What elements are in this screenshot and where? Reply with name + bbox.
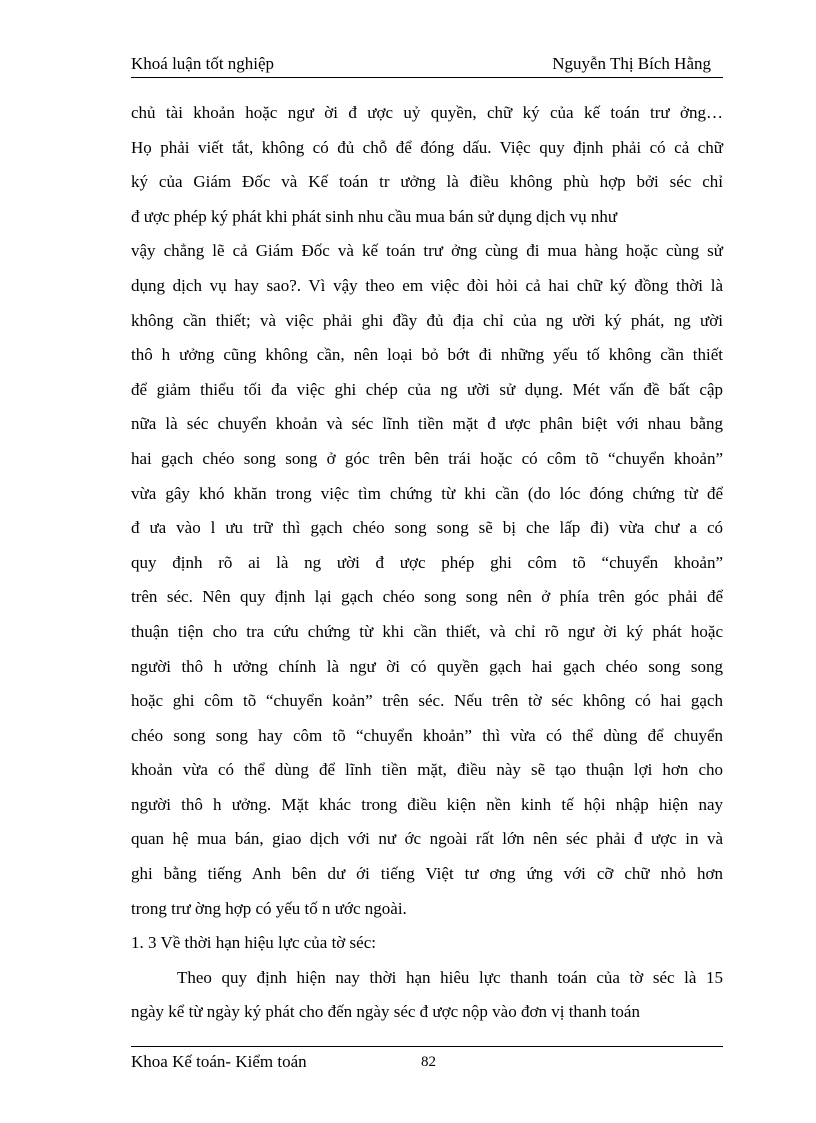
page-number: 82 (421, 1054, 436, 1070)
text-line: dụng dịch vụ hay sao?. Vì vậy theo em việc đòi hỏi cả hai chữ ký đồng thời là (131, 275, 723, 295)
body-text (131, 96, 723, 1030)
page-header (131, 52, 723, 78)
section-heading: 1. 3 Về thời hạn hiệu lực của tờ séc: (131, 933, 376, 953)
text-line: quan hệ mua bán, giao dịch với nư ớc ngoài rất lớn nên séc phải đ ược in và (131, 829, 723, 849)
text-line: chéo song song hay côm tõ “chuyển khoản” thì vừa có thể dùng để chuyển (131, 725, 723, 745)
text-line: ký của Giám Đốc và Kế toán tr ưởng là điều không phù hợp bởi séc chỉ (131, 172, 723, 192)
text-line: thô h ưởng cũng không cần, nên loại bỏ bớt đi những yếu tố không cần thiết (131, 345, 723, 365)
text-line: trong trư ờng hợp có yếu tố n ước ngoài. (131, 898, 407, 918)
text-line: vừa gây khó khăn trong việc tìm chứng từ khi cần (do lóc đóng chứng từ để (131, 483, 723, 503)
footer-department: Khoa Kế toán- Kiểm toán (131, 1052, 307, 1071)
text-line: trên séc. Nên quy định lại gạch chéo song song nên ở phía trên góc phải để (131, 587, 723, 607)
text-line: ghi bằng tiếng Anh bên dư ới tiếng Việt tư ơng ứng với cỡ chữ nhỏ hơn (131, 864, 723, 884)
text-line: thuận tiện cho tra cứu chứng từ khi cần thiết, và chỉ rõ ngư ời ký phát hoặc (131, 621, 723, 641)
text-line: để giảm thiểu tối đa việc ghi chép của ng ười sử dụng. Mét vấn đề bất cập (131, 379, 723, 399)
text-line: người thô h ưởng chính là ngư ời có quyền gạch hai gạch chéo song song (131, 656, 723, 676)
text-line: hai gạch chéo song song ở góc trên bên trái hoặc có côm tõ “chuyển khoản” (131, 448, 723, 468)
page-footer (131, 1046, 723, 1076)
text-line: đ ưa vào l ưu trữ thì gạch chéo song song sẽ bị che lấp đi) vừa chư a có (131, 518, 723, 538)
header-document-type: Khoá luận tốt nghiệp (131, 54, 275, 73)
text-line: đ ược phép ký phát khi phát sinh nhu cầu mua bán sử dụng dịch vụ như (131, 206, 618, 226)
footer-divider (131, 1046, 723, 1047)
text-line: vậy chẳng lẽ cả Giám Đốc và kế toán trư ởng cùng đi mua hàng hoặc cùng sử (131, 241, 723, 261)
header-divider (131, 77, 723, 78)
text-line: khoản vừa có thể dùng để lĩnh tiền mặt, điều này sẽ tạo thuận lợi hơn cho (131, 760, 723, 780)
text-line: hoặc ghi côm tõ “chuyển koản” trên séc. Nếu trên tờ séc không có hai gạch (131, 691, 723, 711)
text-line: không cần thiết; và việc phải ghi đầy đủ địa chỉ của ng ười ký phát, ng ười (131, 310, 723, 330)
text-line: nữa là séc chuyển khoản và séc lĩnh tiền mặt đ ược phân biệt với nhau bằng (131, 414, 723, 434)
text-line: Theo quy định hiện nay thời hạn hiêu lực thanh toán của tờ séc là 15 (177, 967, 723, 987)
text-line: người thô h ưởng. Mặt khác trong điều kiện nền kinh tế hội nhập hiện nay (131, 794, 723, 814)
text-line: Họ phải viết tắt, không có đủ chỗ để đóng dấu. Việc quy định phải có cả chữ (131, 137, 723, 157)
header-author-name: Nguyễn Thị Bích Hằng (552, 54, 711, 73)
text-line: quy định rõ ai là ng ười đ ược phép ghi côm tõ “chuyển khoản” (131, 552, 723, 572)
text-line: chủ tài khoản hoặc ngư ời đ ược uỷ quyền, chữ ký của kế toán trư ởng… (131, 103, 723, 122)
text-line: ngày kể từ ngày ký phát cho đến ngày séc đ ược nộp vào đơn vị thanh toán (131, 1002, 640, 1022)
